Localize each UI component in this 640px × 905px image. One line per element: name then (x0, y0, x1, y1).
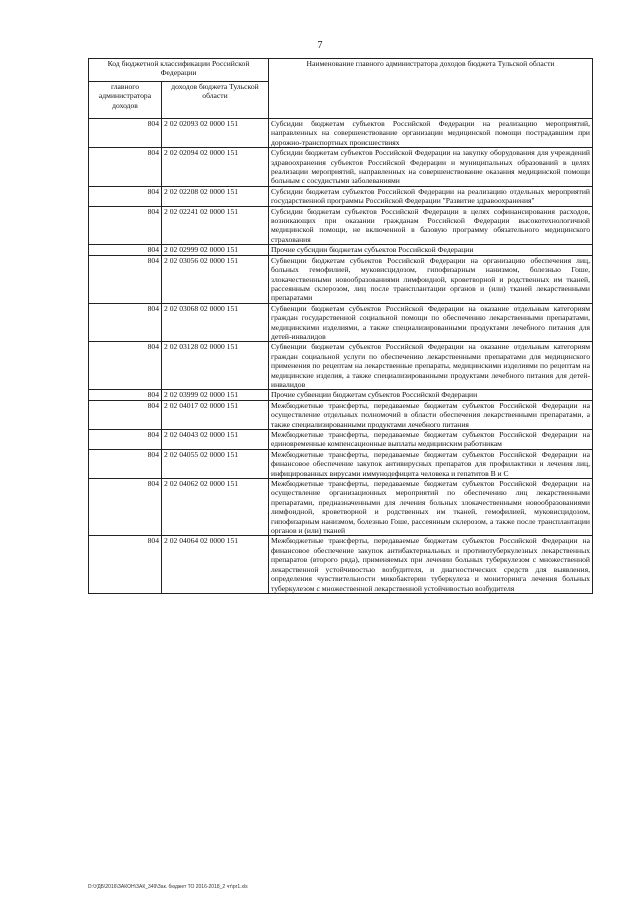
description-cell: Субвенции бюджетам субъектов Российской Федерации на оказание отдельным категориям граждан государственной социальной помощи по обеспечению лекарственными препаратами, медицинскими изделиями, а также специализированными продуктами лечебного питания для детей-инвалидов (269, 303, 593, 342)
header-classification-code: Код бюджетной классификации Российской Федерации (89, 59, 269, 82)
table-row (89, 303, 593, 342)
admin-code-cell: 804 (89, 479, 162, 536)
income-code-cell: 2 02 04055 02 0000 151 (162, 449, 269, 478)
income-code-cell: 2 02 04062 02 0000 151 (162, 479, 269, 536)
admin-code-cell: 804 (89, 186, 162, 206)
income-code-cell: 2 02 03999 02 0000 151 (162, 390, 269, 400)
table-row (89, 430, 593, 450)
admin-code-cell: 804 (89, 430, 162, 450)
table-body (89, 119, 593, 594)
table-row (89, 255, 593, 303)
admin-code-cell: 804 (89, 449, 162, 478)
admin-code-cell: 804 (89, 148, 162, 187)
table-row (89, 536, 593, 593)
description-cell: Субвенции бюджетам субъектов Российской Федерации на оказание отдельным категориям граждан социальной услуги по обеспечению лекарственными препаратами для медицинского применения по рецептам на лекарственные препараты, медицинскими изделиями по рецептам на медицинские изделия, а также специализированными продуктами лечебного питания для детей-инвалидов (269, 342, 593, 390)
table-row (89, 186, 593, 206)
table-row (89, 206, 593, 245)
admin-code-cell: 804 (89, 342, 162, 390)
income-code-cell: 2 02 03056 02 0000 151 (162, 255, 269, 303)
table-row (89, 400, 593, 429)
table-row (89, 449, 593, 478)
admin-code-cell: 804 (89, 206, 162, 245)
description-cell: Субвенции бюджетам субъектов Российской Федерации на организацию обеспечения лиц, больных гемофилией, муковисцидозом, гипофизарным нанизмом, болезнью Гоше, злокачественными новообразованиями лимфоидной, кроветворной и родственных им тканей, рассеянным склерозом, лиц после трансплантации органов и (или) тканей лекарственными препаратами (269, 255, 593, 303)
admin-code-cell: 804 (89, 536, 162, 593)
income-code-cell: 2 02 03128 02 0000 151 (162, 342, 269, 390)
description-cell: Прочие субвенции бюджетам субъектов Российской Федерации (269, 390, 593, 400)
description-cell: Межбюджетные трансферты, передаваемые бюджетам субъектов Российской Федерации на финансовое обеспечение закупок антивирусных препаратов для профилактики и лечения лиц, инфицированных вирусами иммунодефицита человека и гепатитов В и С (269, 449, 593, 478)
description-cell: Межбюджетные трансферты, передаваемые бюджетам субъектов Российской Федерации на осуществление отдельных полномочий в области обеспечения лекарственными препаратами, а также специализированными продуктами лечебного питания (269, 400, 593, 429)
description-cell: Межбюджетные трансферты, передаваемые бюджетам субъектов Российской Федерации на единовременные компенсационные выплаты медицинским работникам (269, 430, 593, 450)
file-path-footer: D:\УДБ\2016\ЗАКОН\ЗАК_349\Зак. бюджет ТО 2016-2018_2 чт\pr1.xls (88, 884, 248, 890)
description-cell: Субсидии бюджетам субъектов Российской Федерации в целях софинансирования расходов, возникающих при оказании гражданам Российской Федерации высокотехнологичной медицинской помощи, не включенной в базовую программу обязательного медицинского страхования (269, 206, 593, 245)
income-code-cell: 2 02 04064 02 0000 151 (162, 536, 269, 593)
description-cell: Прочие субсидии бюджетам субъектов Российской Федерации (269, 245, 593, 255)
income-code-cell: 2 02 02094 02 0000 151 (162, 148, 269, 187)
table-row (89, 148, 593, 187)
income-code-cell: 2 02 02093 02 0000 151 (162, 119, 269, 148)
table-row (89, 342, 593, 390)
income-code-cell: 2 02 04017 02 0000 151 (162, 400, 269, 429)
income-code-cell: 2 02 03068 02 0000 151 (162, 303, 269, 342)
admin-code-cell: 804 (89, 303, 162, 342)
admin-code-cell: 804 (89, 390, 162, 400)
admin-code-cell: 804 (89, 400, 162, 429)
table-row (89, 479, 593, 536)
income-code-cell: 2 02 02241 02 0000 151 (162, 206, 269, 245)
description-cell: Субсидии бюджетам субъектов Российской Федерации на закупку оборудования для учреждений здравоохранения субъектов Российской Федерации и муниципальных образований в целях реализации мероприятий, направленных на совершенствование оказания медицинской помощи больным с сосудистыми заболеваниями (269, 148, 593, 187)
table-row (89, 119, 593, 148)
income-code-cell: 2 02 02208 02 0000 151 (162, 186, 269, 206)
description-cell: Субсидии бюджетам субъектов Российской Федерации на реализацию отдельных мероприятий государственной программы Российской Федерации "Развитие здравоохранения" (269, 186, 593, 206)
header-main-administrator: главного администратора доходов (89, 82, 162, 119)
table-row (89, 390, 593, 400)
description-cell: Межбюджетные трансферты, передаваемые бюджетам субъектов Российской Федерации на финансовое обеспечение закупок антибактериальных и противотуберкулезных лекарственных препаратов (второго ряда), применяемых при лечении больных туберкулезом с множественной лекарственной устойчивостью возбудителя, и диагностических средств для выявления, определения чувствительности микобактерии туберкулеза и мониторинга лечения больных туберкулезом с множественной лекарственной устойчивостью возбудителя (269, 536, 593, 593)
header-budget-income: доходов бюджета Тульской области (162, 82, 269, 119)
admin-code-cell: 804 (89, 245, 162, 255)
income-code-cell: 2 02 02999 02 0000 151 (162, 245, 269, 255)
income-code-cell: 2 02 04043 02 0000 151 (162, 430, 269, 450)
header-administrator-name: Наименование главного администратора доходов бюджета Тульской области (269, 59, 593, 119)
table-row (89, 245, 593, 255)
description-cell: Субсидии бюджетам субъектов Российской Федерации на реализацию мероприятий, направленных на совершенствование организации медицинской помощи пострадавшим при дорожно-транспортных происшествиях (269, 119, 593, 148)
description-cell: Межбюджетные трансферты, передаваемые бюджетам субъектов Российской Федерации на осуществление организационных мероприятий по обеспечению лиц лекарственными препаратами, предназначенными для лечения больных злокачественными новообразованиями лимфоидной, кроветворной и родственных им тканей, гемофилией, муковисцидозом, гипофизарным нанизмом, болезнью Гоше, рассеянным склерозом, а также после трансплантации органов и (или) тканей (269, 479, 593, 536)
admin-code-cell: 804 (89, 119, 162, 148)
table-header-row (89, 59, 593, 82)
admin-code-cell: 804 (89, 255, 162, 303)
budget-classification-table (88, 58, 593, 594)
page-number: 7 (317, 40, 323, 51)
